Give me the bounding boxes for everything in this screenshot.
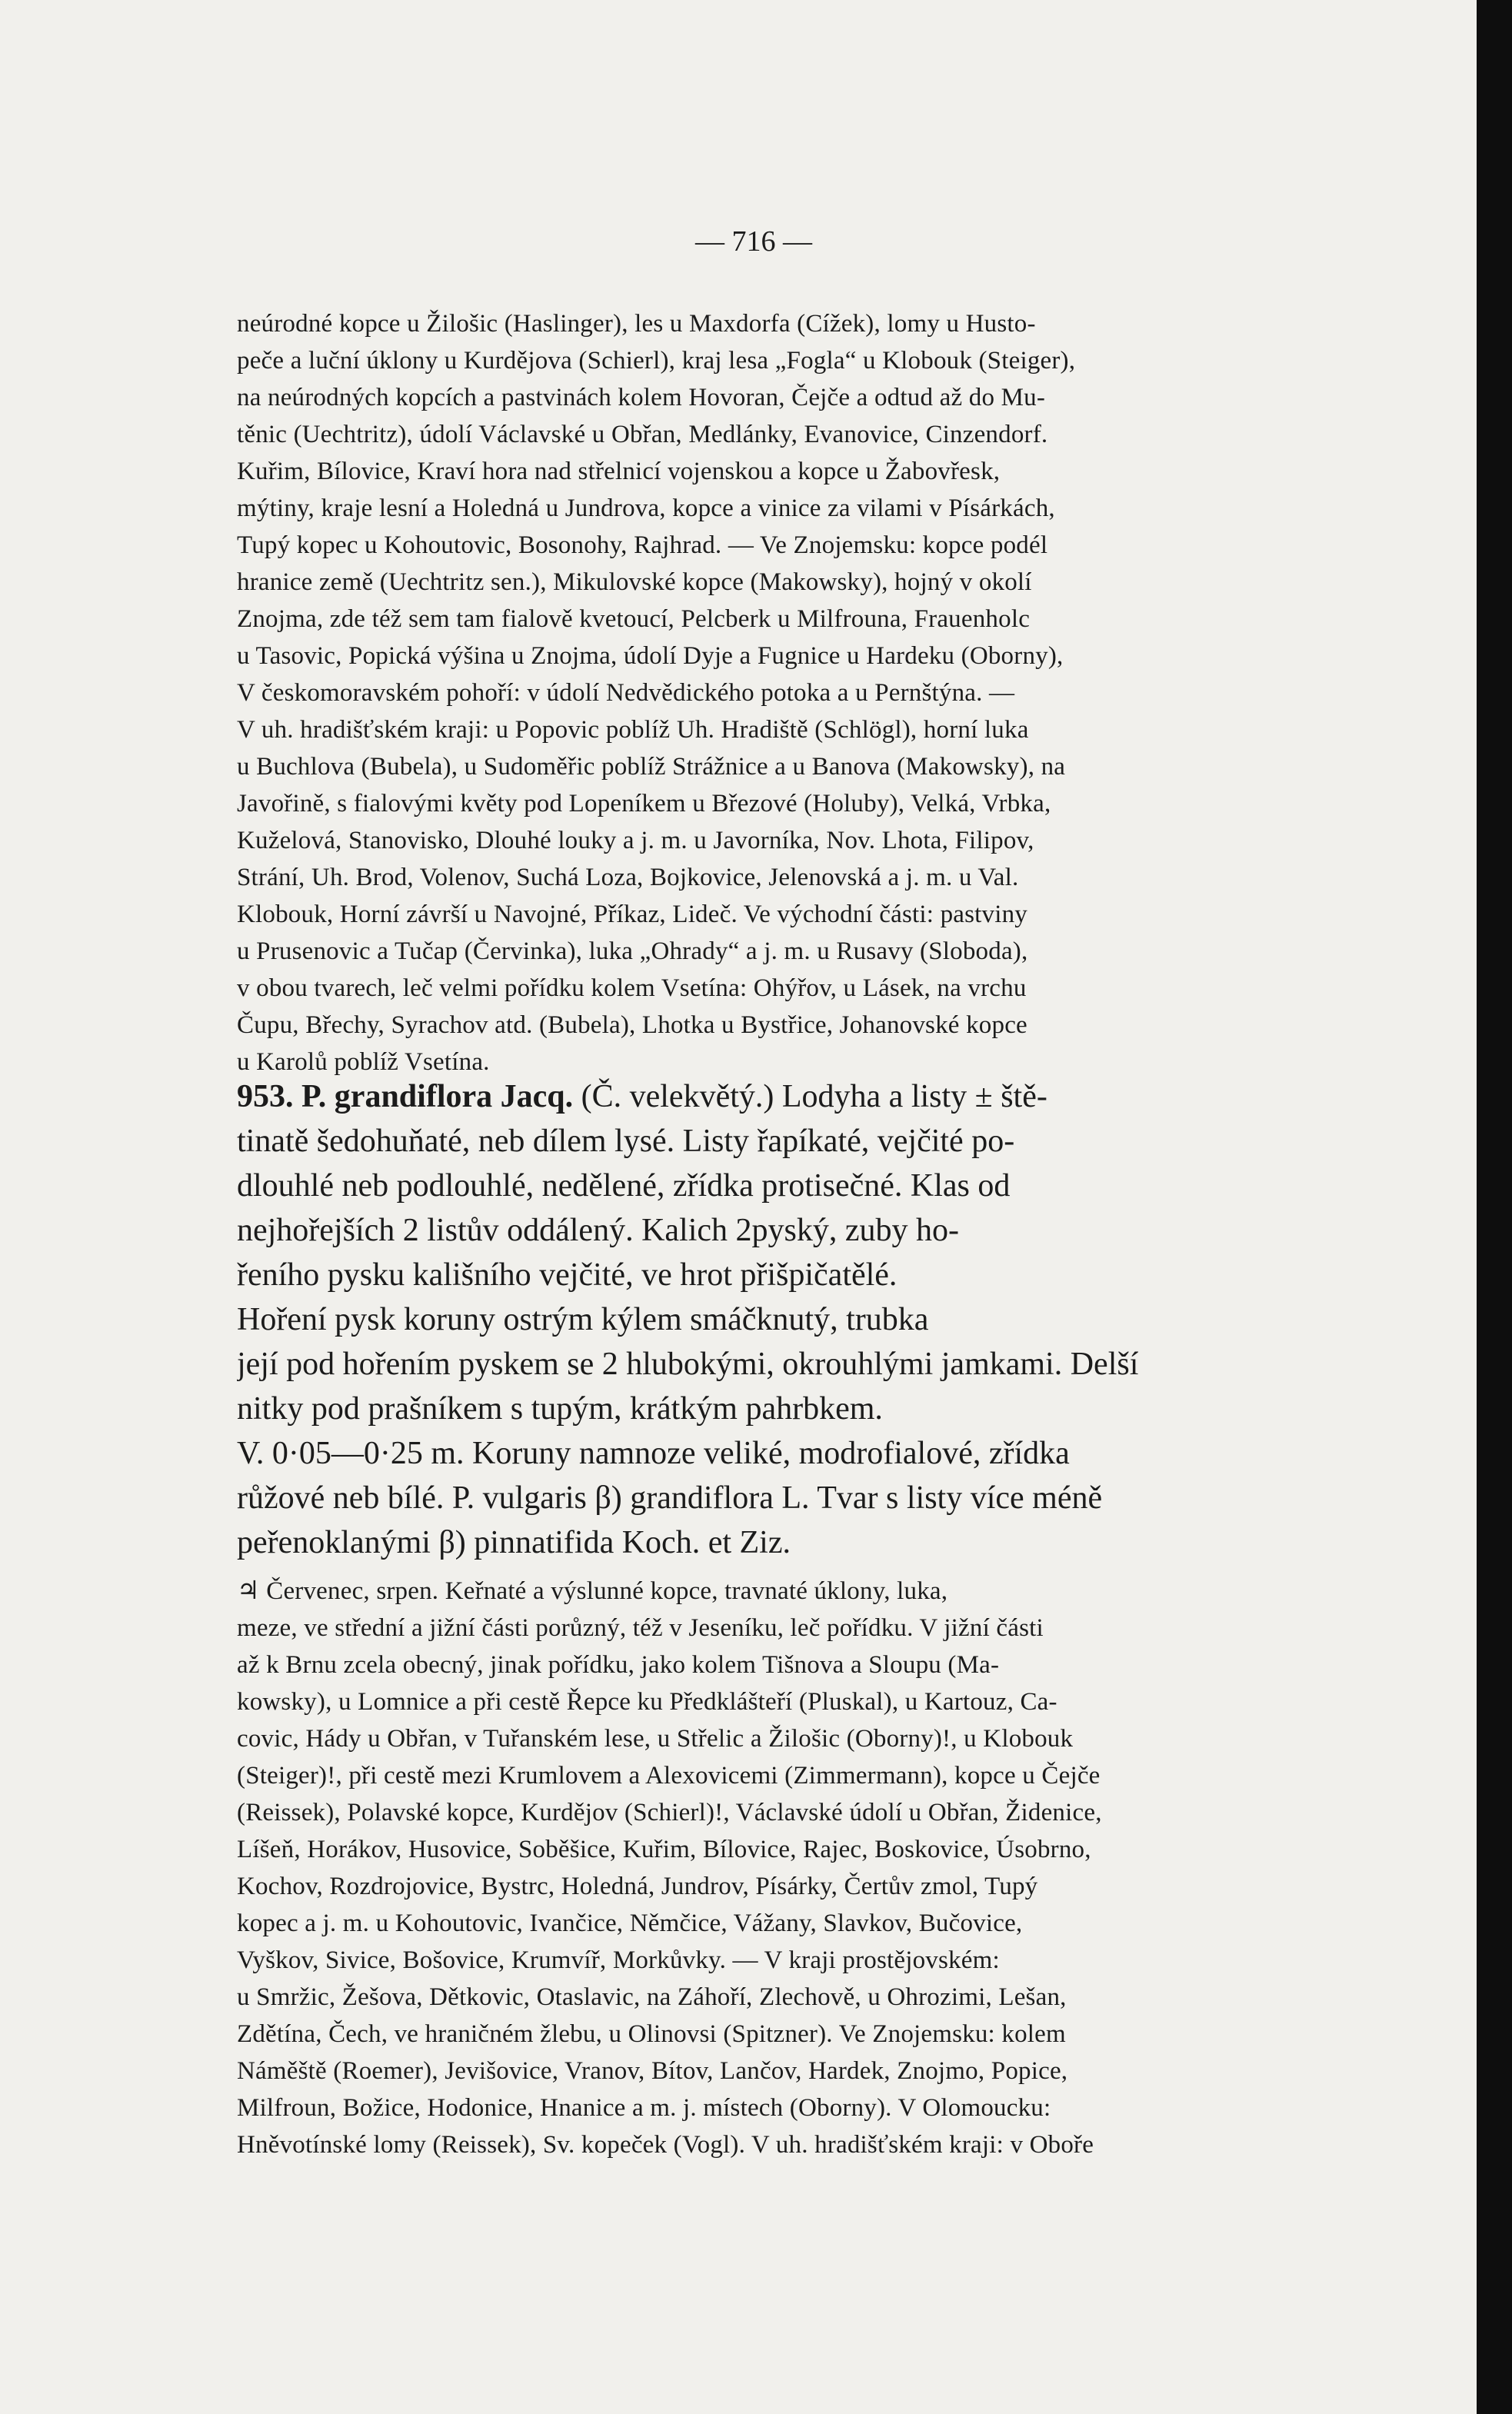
species-name: P. grandiflora Jacq. bbox=[301, 1079, 574, 1114]
text-line: hranice země (Uechtritz sen.), Mikulovské kopce (Makowsky), hojný v okolí bbox=[237, 568, 1032, 596]
description-line: V. 0·05—0·25 m. Koruny namnoze veliké, modrofialové, zřídka bbox=[237, 1436, 1070, 1471]
description-line: její pod hořením pyskem se 2 hlubokými, okrouhlými jamkami. Delší bbox=[237, 1347, 1139, 1382]
text-line: (Steiger)!, při cestě mezi Krumlovem a Alexovicemi (Zimmermann), kopce u Čejče bbox=[237, 1762, 1101, 1790]
text-line: Hněvotínské lomy (Reissek), Sv. kopeček (Vogl). V uh. hradišťském kraji: v Oboře bbox=[237, 2131, 1094, 2159]
text-line: Milfroun, Božice, Hodonice, Hnanice a m. j. místech (Oborny). V Olomoucku: bbox=[237, 2094, 1051, 2122]
text-line: Kuželová, Stanovisko, Dlouhé louky a j. m. u Javorníka, Nov. Lhota, Filipov, bbox=[237, 827, 1034, 854]
text-line: (Reissek), Polavské kopce, Kurdějov (Schierl)!, Václavské údolí u Obřan, Židenice, bbox=[237, 1799, 1102, 1826]
text-line: u Prusenovic a Tučap (Červinka), luka „Ohrady“ a j. m. u Rusavy (Sloboda), bbox=[237, 937, 1028, 965]
species-heading-line bbox=[237, 1074, 1295, 1119]
text-line: Vyškov, Sivice, Bošovice, Krumvíř, Morkůvky. — V kraji prostějovském: bbox=[237, 1946, 1000, 1974]
text-line: V uh. hradišťském kraji: u Popovic poblíž Uh. Hradiště (Schlögl), horní luka bbox=[237, 716, 1029, 744]
text-line: Líšeň, Horákov, Husovice, Soběšice, Kuřim, Bílovice, Rajec, Boskovice, Úsobrno, bbox=[237, 1836, 1091, 1863]
description-line: řeního pysku kališního vejčité, ve hrot přišpičatělé. bbox=[237, 1257, 898, 1293]
description-line: Hoření pysk koruny ostrým kýlem smáčknutý, trubka bbox=[237, 1302, 929, 1337]
text-line: ♃ Červenec, srpen. Keřnaté a výslunné kopce, travnaté úklony, luka, bbox=[237, 1577, 948, 1605]
text-line: u Buchlova (Bubela), u Sudoměřic poblíž Strážnice a u Banova (Makowsky), na bbox=[237, 753, 1066, 781]
text-line: covic, Hády u Obřan, v Tuřanském lese, u Střelic a Žilošic (Oborny)!, u Klobouk bbox=[237, 1725, 1074, 1753]
text-line: těnic (Uechtritz), údolí Václavské u Obřan, Medlánky, Evanovice, Cinzendorf. bbox=[237, 421, 1048, 448]
species-description: (Č. velekvětý.) Lodyha a listy ± ště- bbox=[573, 1079, 1047, 1114]
description-line: tinatě šedohuňaté, neb dílem lysé. Listy řapíkaté, vejčité po- bbox=[237, 1124, 1015, 1159]
text-line: u Tasovic, Popická výšina u Znojma, údolí Dyje a Fugnice u Hardeku (Oborny), bbox=[237, 642, 1064, 670]
text-line: Znojma, zde též sem tam fialově kvetoucí, Pelcberk u Milfrouna, Frauenholc bbox=[237, 605, 1031, 633]
text-line: kowsky), u Lomnice a při cestě Řepce ku Předklášteří (Pluskal), u Kartouz, Ca- bbox=[237, 1688, 1057, 1716]
text-line: Náměště (Roemer), Jevišovice, Vranov, Bítov, Lančov, Hardek, Znojmo, Popice, bbox=[237, 2057, 1068, 2085]
text-line: Strání, Uh. Brod, Volenov, Suchá Loza, Bojkovice, Jelenovská a j. m. u Val. bbox=[237, 864, 1019, 891]
text-line: meze, ve střední a jižní části porůzný, též v Jeseníku, leč pořídku. V jižní části bbox=[237, 1614, 1044, 1642]
description-line: peřenoklanými β) pinnatifida Koch. et Ziz. bbox=[237, 1525, 791, 1560]
page-number: — 716 — bbox=[695, 225, 812, 258]
text-line: kopec a j. m. u Kohoutovic, Ivančice, Němčice, Vážany, Slavkov, Bučovice, bbox=[237, 1910, 1023, 1937]
text-line: Kochov, Rozdrojovice, Bystrc, Holedná, Jundrov, Písárky, Čertův zmol, Tupý bbox=[237, 1873, 1038, 1900]
text-line: Klobouk, Horní závrší u Navojné, Příkaz, Lideč. Ve východní části: pastviny bbox=[237, 901, 1028, 928]
description-line: dlouhlé neb podlouhlé, nedělené, zřídka protisečné. Klas od bbox=[237, 1168, 1011, 1204]
text-line: Kuřim, Bílovice, Kraví hora nad střelnicí vojenskou a kopce u Žabovřesk, bbox=[237, 458, 1001, 485]
text-line: neúrodné kopce u Žilošic (Haslinger), les u Maxdorfa (Cížek), lomy u Husto- bbox=[237, 310, 1036, 338]
text-line: mýtiny, kraje lesní a Holedná u Jundrova, kopce a vinice za vilami v Písárkách, bbox=[237, 494, 1055, 522]
text-line: Javořině, s fialovými květy pod Lopeníkem u Březové (Holuby), Velká, Vrbka, bbox=[237, 790, 1051, 817]
description-line: růžové neb bílé. P. vulgaris β) grandiflora L. Tvar s listy více méně bbox=[237, 1480, 1103, 1516]
text-line: u Smržic, Žešova, Dětkovic, Otaslavic, na Záhoří, Zlechově, u Ohrozimi, Lešan, bbox=[237, 1983, 1067, 2011]
text-line: u Karolů poblíž Vsetína. bbox=[237, 1048, 490, 1076]
description-line: nitky pod prašníkem s tupým, krátkým pahrbkem. bbox=[237, 1391, 883, 1427]
description-line: nejhořejších 2 listův oddálený. Kalich 2pyský, zuby ho- bbox=[237, 1213, 959, 1248]
text-line: peče a luční úklony u Kurdějova (Schierl), kraj lesa „Fogla“ u Klobouk (Steiger), bbox=[237, 347, 1076, 375]
text-line: až k Brnu zcela obecný, jinak pořídku, jako kolem Tišnova a Sloupu (Ma- bbox=[237, 1651, 1000, 1679]
text-line: v obou tvarech, leč velmi pořídku kolem Vsetína: Ohýřov, u Lásek, na vrchu bbox=[237, 974, 1027, 1002]
scan-edge bbox=[1477, 0, 1512, 2414]
text-line: Čupu, Břechy, Syrachov atd. (Bubela), Lhotka u Bystřice, Johanovské kopce bbox=[237, 1011, 1027, 1039]
text-line: Zdětína, Čech, ve hraničném žlebu, u Olinovsi (Spitzner). Ve Znojemsku: kolem bbox=[237, 2020, 1066, 2048]
text-line: na neúrodných kopcích a pastvinách kolem Hovoran, Čejče a odtud až do Mu- bbox=[237, 384, 1046, 411]
text-line: Tupý kopec u Kohoutovic, Bosonohy, Rajhrad. — Ve Znojemsku: kopce podél bbox=[237, 531, 1048, 559]
species-number: 953. bbox=[237, 1079, 294, 1114]
text-line: V českomoravském pohoří: v údolí Nedvědického potoka a u Pernštýna. — bbox=[237, 679, 1015, 707]
